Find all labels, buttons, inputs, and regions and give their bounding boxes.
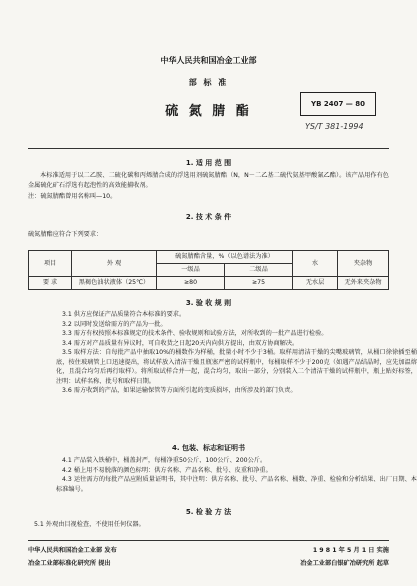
footer-proposer: 冶金工业部标准化研究所 提出 xyxy=(28,560,111,567)
th-grade1: 一级品 xyxy=(157,264,225,277)
standard-type: 部 标 准 xyxy=(188,78,229,87)
list-item: 4.1 产品装入铁桶中，桶盖封严，每桶净重50公斤、100公斤、200公斤。 xyxy=(62,457,267,464)
section-5-heading: 5. 检 验 方 法 xyxy=(185,508,232,516)
footer-effective-date: 1 9 8 1 年 5 月 1 日 实施 xyxy=(312,547,389,554)
th-item: 项目 xyxy=(29,251,72,277)
section-4-list xyxy=(28,456,417,494)
list-item: 4.3 运往需方的每批产品应附质量证明书，其中注明：供方名称、批号、产品名称、桶数、净重、检验和分析结果、出厂日期、本标准编号。 xyxy=(56,476,417,493)
list-item: 3.3 需方有权按照本标准规定的技术条件、验收规则和试验方法，对所收到的一批产品进行检验。 xyxy=(62,330,328,337)
cell-water: 无水层 xyxy=(293,277,338,290)
cell-impurity: 无外来夹杂物 xyxy=(338,277,389,290)
th-content: 硫氮腈酯含量，%（以色谱法为准） xyxy=(157,251,293,264)
list-item: 3.2 以同时发送给需方的产品为一批。 xyxy=(62,320,167,328)
list-item: 3.6 需方收到的产品，如果运输保管等方面所引起的变质损坏，由所涉及的部门负责。 xyxy=(62,387,297,394)
section-3-heading: 3. 验 收 规 则 xyxy=(185,299,232,307)
handwritten-note: YS/T 381-1994 xyxy=(305,122,364,131)
th-impurity: 夹杂物 xyxy=(338,251,389,277)
cell-grade1: ≥80 xyxy=(157,277,225,290)
section-2-intro: 硫氮腈酯应符合下列要求： xyxy=(28,231,103,238)
header-divider xyxy=(28,148,389,149)
section-1-heading: 1. 适 用 范 围 xyxy=(185,159,232,167)
list-item: 5.1 外观由目视检查，不使用任何仪器。 xyxy=(34,521,145,528)
ministry-name: 中华人民共和国冶金工业部 xyxy=(160,56,257,65)
standard-number: YB 2407 — 80 xyxy=(311,100,365,108)
th-appearance: 外 观 xyxy=(72,251,157,277)
section-1-text: 本标准适用于以二乙胺、二硫化碳和丙烯腈合成的浮选用剂硫氮腈酯（N，N－二乙基二硫代氨基甲酸氰乙酯）。该产品用作有色金属硫化矿石浮选有起泡性的高效能捕收剂。 xyxy=(28,172,389,189)
footer-drafter: 冶金工业部白银矿冶研究所 起草 xyxy=(300,560,389,567)
list-item: 3.5 取样方法：自每批产品中抽取10%的桶数作为样桶，批量小时不少于3桶。取样用清洁干燥的尖嘴玻璃管，从桶口徐徐插至桶底，按住玻璃管上口迅速提出，将试样放入清洁干燥且瓶塞严密的试样瓶中，每桶取样不少于200克（如遇产品结晶时，应先加温熔化，且混合均匀后再行取样）。将所取试样合并一起，混合均匀，取出一部分，分别装入二个清洁干燥的试样瓶中，瓶上贴好标签，注明：试样名称、批号和取样日期。 xyxy=(56,349,417,385)
document-title: 硫 氮 腈 酯 xyxy=(165,104,252,119)
th-grade2: 二级品 xyxy=(224,264,292,277)
section-1-note: 注：硫氮腈酯曾用名称叫—10。 xyxy=(28,193,117,200)
footer-issuer: 中华人民共和国冶金工业部 发布 xyxy=(28,547,117,554)
spec-table xyxy=(28,250,389,290)
section-4-heading: 4. 包装、标志和证明书 xyxy=(172,444,245,452)
th-water: 水 xyxy=(293,251,338,277)
section-2-heading: 2. 技 术 条 件 xyxy=(185,213,232,221)
cell-appearance: 黑褐色油状液体（25℃） xyxy=(72,277,157,290)
row-label: 要 求 xyxy=(29,277,72,290)
list-item: 3.4 需方对产品质量有异议时，可自收货之日起20天内向供方提出，由双方协商解决。 xyxy=(62,339,299,347)
section-3-list xyxy=(28,310,417,396)
list-item: 4.2 桶上用不易脱落的颜色标明：供方名称、产品名称、批号、皮重和净重。 xyxy=(62,466,272,474)
footer-divider xyxy=(28,540,389,541)
list-item: 3.1 供方应保证产品质量符合本标准的要求。 xyxy=(62,311,186,318)
cell-grade2: ≥75 xyxy=(224,277,292,290)
